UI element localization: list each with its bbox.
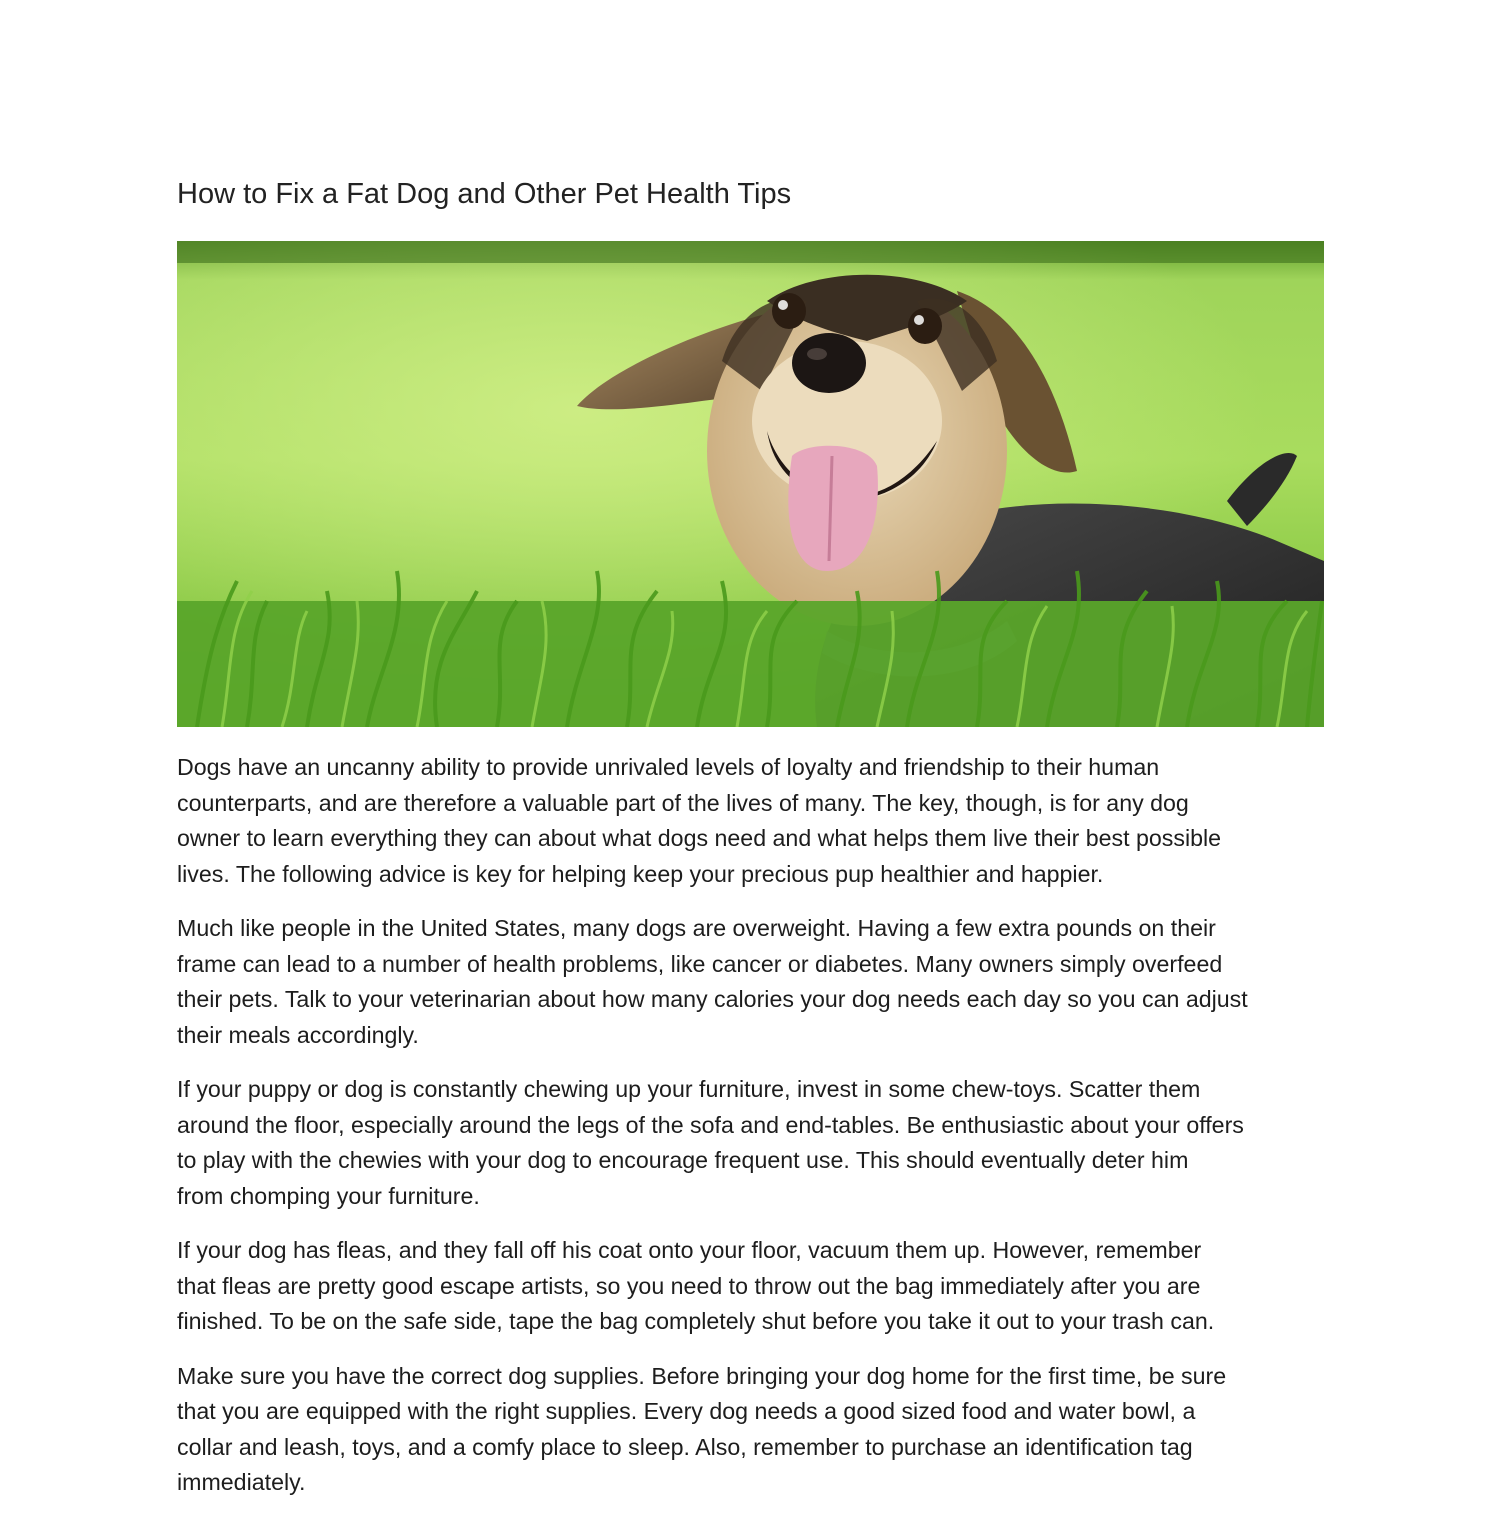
paragraph-line: around the floor, especially around the legs of the sofa and end-tables. Be enthusiastic about your offers: [177, 1111, 1244, 1138]
paragraph-line: their pets. Talk to your veterinarian about how many calories your dog needs each day so you can adjust: [177, 986, 1248, 1012]
paragraph-line: lives. The following advice is key for helping keep your precious pup healthier and happier.: [177, 860, 1104, 887]
paragraph-line: that fleas are pretty good escape artists, so you need to throw out the bag immediately after you are: [177, 1272, 1201, 1299]
paragraph-line: counterparts, and are therefore a valuable part of the lives of many. The key, though, is for any dog: [177, 789, 1189, 816]
dog-photo-icon: [177, 241, 1324, 727]
paragraph-line: owner to learn everything they can about what dogs need and what helps them live their best possible: [177, 825, 1222, 851]
paragraph-line: that you are equipped with the right supplies. Every dog needs a good sized food and water bowl, a: [177, 1398, 1196, 1424]
paragraph-line: their meals accordingly.: [177, 1021, 419, 1048]
paragraph-line: to play with the chewies with your dog to encourage frequent use. This should eventually deter him: [177, 1147, 1189, 1173]
paragraph-line: collar and leash, toys, and a comfy place to sleep. Also, remember to purchase an identification tag: [177, 1433, 1193, 1460]
paragraph-line: immediately.: [177, 1469, 306, 1495]
paragraph-line: If your puppy or dog is constantly chewing up your furniture, invest in some chew-toys. Scatter them: [177, 1076, 1201, 1102]
paragraph-line: finished. To be on the safe side, tape the bag completely shut before you take it out to your trash can.: [177, 1308, 1215, 1334]
paragraph-2: [177, 911, 1327, 1053]
paragraph-line: frame can lead to a number of health problems, like cancer or diabetes. Many owners simply overfeed: [177, 950, 1223, 977]
paragraph-4: [177, 1233, 1327, 1340]
paragraph-1: [177, 750, 1327, 892]
paragraph-line: Make sure you have the correct dog supplies. Before bringing your dog home for the first time, be sure: [177, 1362, 1227, 1389]
paragraph-5: [177, 1359, 1327, 1501]
paragraph-line: Dogs have an uncanny ability to provide unrivaled levels of loyalty and friendship to their human: [177, 754, 1160, 780]
paragraph-line: If your dog has fleas, and they fall off his coat onto your floor, vacuum them up. However, remember: [177, 1237, 1202, 1263]
article-body: [177, 750, 1327, 1520]
paragraph-line: Much like people in the United States, many dogs are overweight. Having a few extra pounds on their: [177, 915, 1216, 941]
paragraph-line: from chomping your furniture.: [177, 1182, 480, 1209]
hero-image: [177, 241, 1324, 727]
paragraph-3: [177, 1072, 1327, 1214]
page-title: How to Fix a Fat Dog and Other Pet Health Tips: [177, 178, 792, 210]
